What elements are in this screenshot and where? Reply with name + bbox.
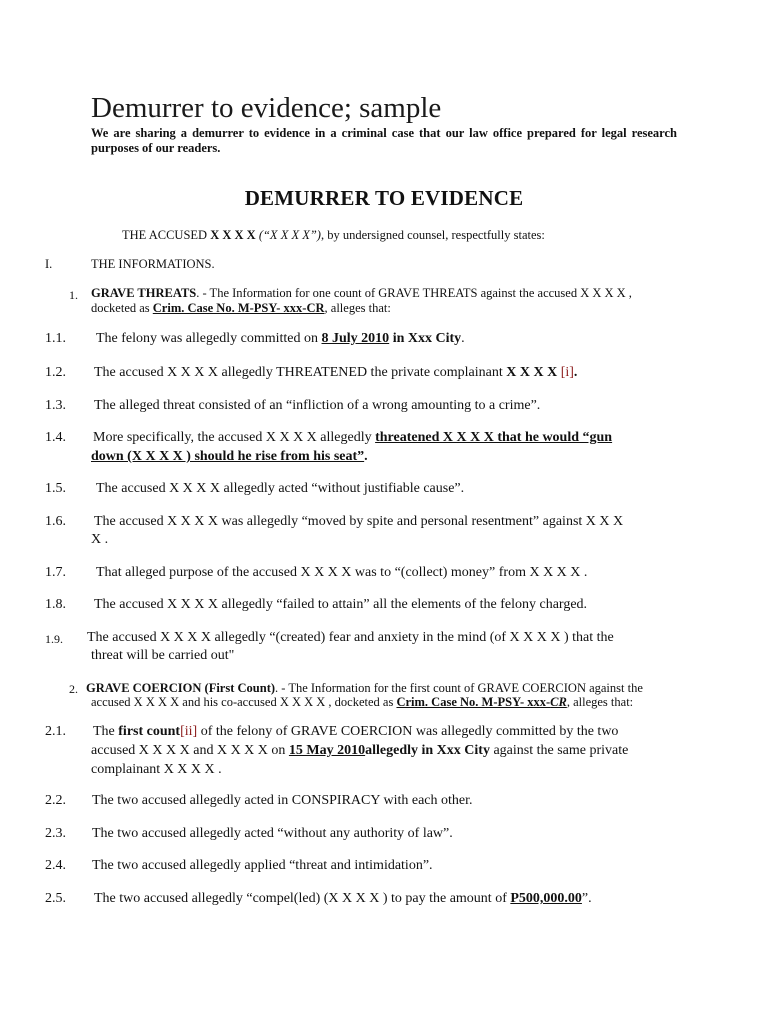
paragraph-number: 2.3. — [45, 826, 66, 841]
page-title: Demurrer to evidence; sample — [91, 92, 442, 124]
item-title: GRAVE THREATS — [91, 286, 197, 300]
accused-alias: (“X X X X”) — [258, 228, 321, 242]
date-text: 15 May 2010 — [288, 743, 366, 758]
item-text: , alleges that: — [566, 695, 634, 709]
case-number: Crim. Case No. M-PSY- xxx- — [396, 695, 551, 709]
section-label: THE INFORMATIONS. — [91, 257, 215, 271]
paragraph-number: 1.6. — [45, 514, 66, 529]
case-number-suffix: CR — [550, 695, 567, 709]
paragraph-1-4 — [93, 430, 612, 446]
paragraph-text: . — [573, 365, 578, 380]
paragraph-2-3: The two accused allegedly acted “without any authority of law”. — [92, 826, 453, 841]
paragraph-2-5 — [94, 891, 592, 907]
paragraph-1-6-line2: X . — [91, 532, 109, 547]
paragraph-number: 1.7. — [45, 565, 66, 580]
item-text: . - The Information for the first count of GRAVE COERCION against the — [275, 681, 643, 695]
item-text: , alleges that: — [324, 301, 391, 315]
item-number: 2. — [69, 682, 78, 696]
paragraph-2-2: The two accused allegedly acted in CONSPIRACY with each other. — [92, 793, 473, 808]
paragraph-text: More specifically, the accused X X X X allegedly — [93, 430, 376, 445]
section-number: I. — [45, 257, 53, 271]
paragraph-1-3: The alleged threat consisted of an “infliction of a wrong amounting to a crime”. — [94, 398, 541, 413]
paragraph-number: 1.8. — [45, 597, 66, 612]
paragraph-text: The felony was allegedly committed on — [96, 331, 322, 346]
date-text: 8 July 2010 — [321, 331, 390, 346]
paragraph-number: 1.9. — [45, 632, 63, 646]
threat-text: down (X X X X ) should he rise from his seat” — [91, 449, 365, 464]
paragraph-1-2 — [94, 365, 577, 381]
paragraph-1-4-line2 — [91, 449, 368, 465]
item-title: GRAVE COERCION (First Count) — [86, 681, 276, 695]
paragraph-1-6: The accused X X X X was allegedly “moved by spite and personal resentment” against X X X — [94, 514, 624, 529]
accused-line-pre: THE ACCUSED — [122, 228, 211, 242]
paragraph-number: 1.5. — [45, 481, 66, 496]
accused-line-post: , by undersigned counsel, respectfully states: — [320, 228, 545, 242]
item-text: accused X X X X and his co-accused X X X X , docketed as — [91, 695, 397, 709]
complainant-name: X X X X — [506, 365, 558, 380]
item-text: . - The Information for one count of GRAVE THREATS against the accused X X X X , — [196, 286, 632, 300]
item-grave-coercion — [86, 681, 643, 696]
paragraph-1-8: The accused X X X X allegedly “failed to attain” all the elements of the felony charged. — [94, 597, 588, 612]
paragraph-text: . — [461, 331, 465, 346]
paragraph-number: 1.2. — [45, 365, 66, 380]
paragraph-number: 2.4. — [45, 858, 66, 873]
accused-name: X X X X — [210, 228, 256, 242]
paragraph-number: 1.1. — [45, 331, 66, 346]
paragraph-1-5: The accused X X X X allegedly acted “without justifiable cause”. — [96, 481, 465, 496]
paragraph-text: against the same private — [489, 743, 629, 758]
paragraph-text: The two accused allegedly “compel(led) (X X X X ) to pay the amount of — [94, 891, 511, 906]
paragraph-1-7: That alleged purpose of the accused X X X X was to “(collect) money” from X X X X . — [96, 565, 588, 580]
item-text: docketed as — [91, 301, 153, 315]
item-grave-threats — [91, 286, 632, 301]
paragraph-number: 2.2. — [45, 793, 66, 808]
paragraph-text: The accused X X X X allegedly THREATENED the private complainant — [94, 365, 507, 380]
paragraph-text: . — [364, 449, 368, 464]
paragraph-number: 1.4. — [45, 430, 66, 445]
paragraph-2-1-line2 — [91, 743, 628, 759]
paragraph-number: 1.3. — [45, 398, 66, 413]
paragraph-1-9: The accused X X X X allegedly “(created) fear and anxiety in the mind (of X X X X ) that the — [87, 630, 614, 645]
intro-text: We are sharing a demurrer to evidence in a criminal case that our law office prepared for legal research purposes of our readers. — [91, 126, 677, 155]
place-text: in Xxx City — [389, 331, 462, 346]
item-grave-threats-line2 — [91, 301, 391, 316]
paragraph-number: 2.5. — [45, 891, 66, 906]
paragraph-2-1 — [93, 724, 618, 740]
item-grave-coercion-line2 — [91, 695, 633, 710]
first-count-text: first count — [118, 724, 181, 739]
paragraph-number: 2.1. — [45, 724, 66, 739]
threat-text: threatened X X X X that he would “gun — [375, 430, 613, 445]
item-number: 1. — [69, 288, 78, 302]
paragraph-text: ”. — [581, 891, 592, 906]
amount-text: P500,000.00 — [510, 891, 582, 906]
paragraph-1-9-line2: threat will be carried out" — [91, 648, 235, 663]
paragraph-1-1 — [96, 331, 465, 347]
case-number: Crim. Case No. M-PSY- xxx-CR — [152, 301, 325, 315]
paragraph-text: The — [93, 724, 119, 739]
paragraph-text: accused X X X X and X X X X on — [91, 743, 289, 758]
footnote-link[interactable]: [i] — [560, 365, 574, 380]
paragraph-text: of the felony of GRAVE COERCION was allegedly committed by the two — [197, 724, 619, 739]
accused-line — [122, 228, 545, 243]
place-text: allegedly in Xxx City — [365, 743, 490, 758]
paragraph-2-4: The two accused allegedly applied “threat and intimidation”. — [92, 858, 433, 873]
document-heading: DEMURRER TO EVIDENCE — [244, 186, 524, 210]
footnote-link[interactable]: [ii] — [180, 724, 198, 739]
paragraph-2-1-line3: complainant X X X X . — [91, 762, 222, 777]
